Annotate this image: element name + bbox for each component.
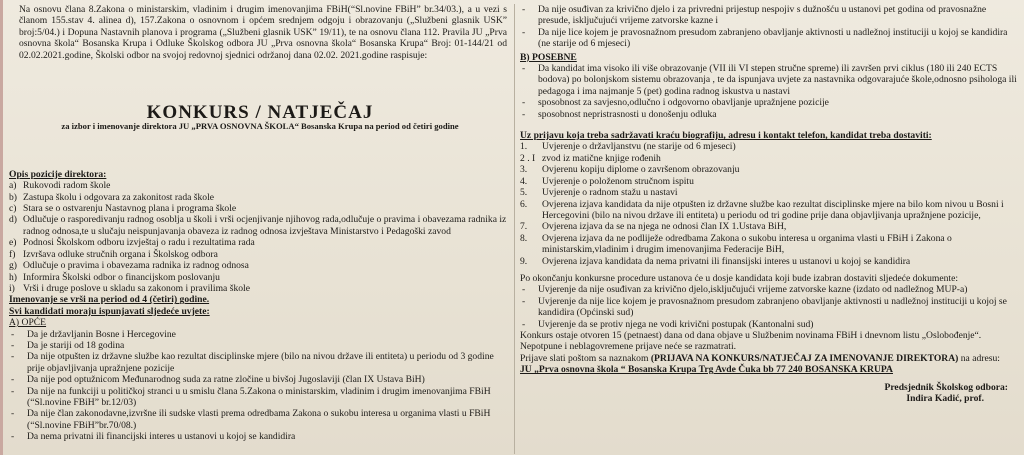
list-item: 1. Uvjerenje o državljanstvu (ne starije od 6 mjeseci) [520, 141, 736, 153]
list-item: 8. Ovjerena izjava da ne podliježe odredbama Zakona o sukobu interesa u organima vlasti u FBiH i Zakona o ministarskim,vladinim i drugim imenovanjima Federacije BiH, [520, 232, 952, 256]
left-column [9, 4, 511, 443]
nepotpune-text: Nepotpune i neblagovremene prijave neće se razmatrati. [520, 341, 737, 353]
list-item: c) Stara se o ostvarenju Nastavnog plana i programa škole [9, 203, 237, 215]
list-item: b) Zastupa školu i odgovara za zakonitost rada škole [9, 191, 215, 203]
opis-list [9, 180, 511, 294]
list-item: - Uvjerenje da se protiv njega ne vodi krivični postupak (Kantonalni sud) [522, 318, 814, 330]
list-item: 7. Ovjerena izjava da se na njega ne odnosi član IX 1.Ustava BiH, [520, 221, 787, 233]
list-item: - Da nije član zakonodavne,izvršne ili sudske vlasti prema odredbama Zakona o sukobu interesa u organima vlasti u FBiH (“Sl.novine FBiH”br.70/08.) [11, 408, 491, 431]
opce-heading: A) OPĆE [9, 317, 47, 329]
uvjeti-heading: Svi kandidati moraju ispunjavati sljedeće uvjete: [9, 305, 210, 317]
list-item: h) Informira Školski odbor o financijskom poslovanju [9, 271, 220, 283]
opce-continued-list [520, 4, 1020, 50]
list-item: - Da je državljanin Bosne i Hercegovine [11, 328, 176, 340]
list-item: - Da kandidat ima visoko ili više obrazovanje (VII ili VI stepen stručne spreme) ili završen prvi ciklus (180 ili 240 ECTS bodova) po bolonjskom sistemu obrazovanja , te da ispunjava uvjete za nastavnika odgovarajuće škole,odnosno psihologa ili pedagoga i ima najmanje 5 (pet) godina radnog iskustva u nastavi [522, 63, 1017, 97]
list-item: 6. Ovjerena izjava kandidata da nije otpušten iz državne službe kao rezultat disciplinske mjere na bilo kom nivou u Bosni i Hercegovini (bilo na nivou države ili entiteta) u periodu od tri godine prije dana objavljivanja upražnjene pozicije, [520, 198, 1004, 221]
list-item: - Da nije pod optužnicom Međunarodnog suda za ratne zločine u bivšoj Jugoslaviji (član IX Ustava BiH) [11, 374, 425, 386]
konkurs-ostaje-text: Konkurs ostaje otvoren 15 (petnaest) dana od dana objave u Službenim novinama FBiH i dnevnom listu „Oslobođenje“. [520, 329, 982, 341]
posebne-heading: B) POSEBNE [520, 51, 577, 63]
opce-list [9, 329, 511, 443]
list-item: - Uvjerenje da nije lice kojem je pravosnažnom presudom zabranjeno obavljanje aktivnosti u nadležnoj instituciji u kojoj se kandidira (Općinski sud) [522, 295, 1007, 319]
list-item: - sposobnost za savjesno,odlučno i odgovorno obavljanje upražnjene pozicije [522, 97, 829, 109]
list-item: 3. Ovjerenu kopiju diplome o završenom obrazovanju [520, 164, 740, 176]
signature-name: Indira Kadić, prof. [906, 393, 984, 404]
page-subtitle: za izbor i imenovanje direktora JU „PRVA OSNOVNA ŠKOLA“ Bosanska Krupa na period od četiri godine [61, 121, 459, 132]
list-item: 2 . I zvod iz matične knjige rođenih [520, 152, 661, 164]
po-okoncanju-text: Po okončanju konkursne procedure ustanova će u dosje kandidata koji bude izabran dostaviti sljedeće dokumente: [520, 272, 958, 284]
list-item: a) Rukovodi radom škole [9, 180, 111, 192]
intro-paragraph: Na osnovu člana 8.Zakona o ministarskim, vladinim i drugim imenovanjima FBiH(“Sl.novine FBiH” br.34/03.), a u vezi s članom 155.stav 4. alinea d), 157.Zakona o osnovnom i općem srednjem odgoju i obrazovanju („Službeni glasnik USK” broj:5/04.) i Dopuna Nastavnih planova i programa („Službeni glasnik USK” 19/11), te na osnovu člana 112. Pravila JU „Prva osnovna škola“ Bosanska Krupa i Odluke Školskog odbora JU „Prva osnovna škola“ Bosanska Krupa“ Broj: 01-144/21 od 02.02.2021.godine, Školski odbor na svojoj redovnoj sjednici održanoj dana 02.02. 2021.godine raspisuje: [19, 4, 507, 61]
list-item: f) Izvršava odluke stručnih organa i Školskog odbora [9, 248, 218, 260]
prijava-list [520, 141, 1020, 266]
posebne-list [520, 63, 1020, 120]
list-item: - Da nije osuđivan za krivično djelo i za privredni prijestup nespojiv s dužnošću u ustanovi pet godina od pravosnažne presude, isključujući vrijeme zatvorske kazne i [522, 4, 987, 27]
list-item: - Uvjerenje da nije osuđivan za krivično djelo,isključujući vrijeme zatvorske kazne (izdato od nadležnog MUP-a) [522, 284, 968, 296]
list-item: - Da je stariji od 18 godina [11, 339, 125, 351]
list-item: g) Odlučuje o pravima i obavezama radnika iz radnog odnosa [9, 260, 249, 272]
list-item: 5. Uvjerenje o radnom stažu u nastavi [520, 187, 678, 199]
list-item: d) Odlučuje o rasporedivanju radnog osoblja u školi i vrši ocjenjivanje njihovog rada,odlučuje o pravima i obavezama radnika iz radnog odnosa,te u slučaju neispunjavanja obaveza iz radnog odnosa izvještava Ministarstvo i Pedagoški zavod [9, 214, 507, 237]
list-item: - Da nije lice kojem je pravosnažnom presudom zabranjeno obavljanje aktivnosti u nadležnoj instituciji u kojoj se kandidira (ne starije od 6 mjeseci) [522, 26, 1008, 50]
column-divider [514, 4, 515, 454]
school-address: JU „Prva osnovna škola “ Bosanska Krupa Trg Avde Čuka bb 77 240 BOSANSKA KRUPA [520, 364, 893, 376]
page-title: KONKURS / NATJEČAJ [146, 102, 374, 124]
right-column [520, 4, 1020, 404]
list-item: - Da nije otpušten iz državne službe kao rezultat disciplinske mjere (bilo na nivou države ili entiteta) u periodu od 3 godine prije objavljivanja upražnjene pozicije [11, 351, 494, 374]
dosje-list [520, 284, 1020, 330]
list-item: 4. Uvjerenje o položenom stručnom ispitu [520, 175, 694, 187]
opis-heading: Opis pozicije direktora: [9, 168, 107, 180]
signature-title: Predsjednik Školskog odbora: [884, 381, 1008, 393]
prijave-slati-text: Prijave slati poštom sa naznakom (PRIJAVA NA KONKURS/NATJEČAJ ZA IMENOVANJE DIREKTORA) na adresu: [520, 352, 1000, 364]
imenovanje-text: Imenovanje se vrši na period od 4 (četiri) godine. [9, 294, 210, 306]
list-item: i) Vrši i druge poslove u skladu sa zakonom i pravilima škole [9, 282, 250, 294]
prijava-heading: Uz prijavu koja treba sadržavati kraću biografiju, adresu i kontakt telefon, kandidat treba dostaviti: [520, 130, 932, 142]
list-item: - Da nije na funkciji u političkoj stranci u u smislu člana 5.Zakona o ministarskim, vladinim i drugim imenovanjima FBiH (“Sl.novine FBiH” br.12/03) [11, 385, 491, 408]
list-item: 9. Ovjerena izjava kandidata da nema privatni ili finansijski interes u ustanovi u kojoj se kandidira [520, 255, 911, 267]
list-item: e) Podnosi Školskom odboru izvještaj o radu i rezultatima rada [9, 237, 255, 249]
list-item: - sposobnost nepristrasnosti u donošenju odluka [522, 108, 717, 120]
list-item: - Da nema privatni ili financijski interes u ustanovi u kojoj se kandidira [11, 431, 296, 443]
